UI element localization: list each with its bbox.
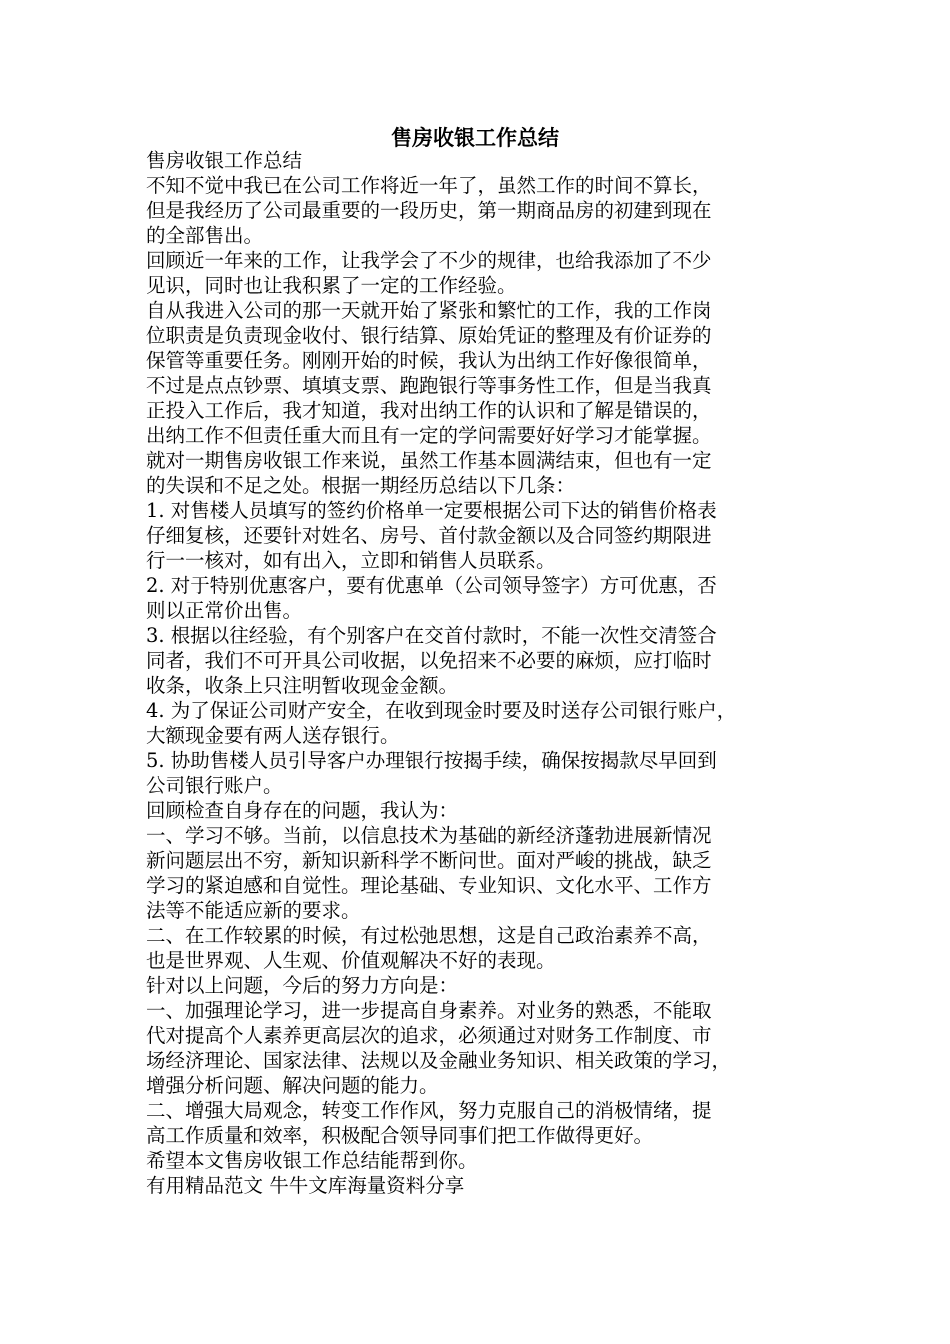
body-line: 4. 为了保证公司财产安全，在收到现金时要及时送存公司银行账户， [146, 699, 737, 722]
body-line: 的失误和不足之处。根据一期经历总结以下几条： [146, 474, 576, 497]
body-line: 则以正常价出售。 [146, 599, 303, 622]
body-line: 代对提高个人素养更高层次的追求，必须通过对财务工作制度、市 [146, 1024, 712, 1047]
body-line: 1. 对售楼人员填写的签约价格单一定要根据公司下达的销售价格表 [146, 499, 717, 522]
body-line: 新问题层出不穷，新知识新科学不断问世。面对严峻的挑战，缺乏 [146, 849, 712, 872]
body-line: 大额现金要有两人送存银行。 [146, 724, 400, 747]
body-line: 就对一期售房收银工作来说，虽然工作基本圆满结束，但也有一定 [146, 449, 712, 472]
body-line: 一、加强理论学习，进一步提高自身素养。对业务的熟悉，不能取 [146, 999, 712, 1022]
body-line: 自从我进入公司的那一天就开始了紧张和繁忙的工作，我的工作岗 [146, 299, 712, 322]
body-line: 5. 协助售楼人员引导客户办理银行按揭手续，确保按揭款尽早回到 [146, 749, 717, 772]
body-line: 2. 对于特别优惠客户，要有优惠单（公司领导签字）方可优惠，否 [146, 574, 717, 597]
body-line: 二、增强大局观念，转变工作作风，努力克服自己的消极情绪，提 [146, 1099, 712, 1122]
body-line: 的全部售出。 [146, 224, 264, 247]
body-line: 一、学习不够。当前，以信息技术为基础的新经济蓬勃进展新情况 [146, 824, 712, 847]
body-line: 场经济理论、国家法律、法规以及金融业务知识、相关政策的学习， [146, 1049, 732, 1072]
body-line: 不知不觉中我已在公司工作将近一年了，虽然工作的时间不算长， [146, 174, 712, 197]
body-line: 行一一核对，如有出入，立即和销售人员联系。 [146, 549, 556, 572]
body-line: 出纳工作不但责任重大而且有一定的学问需要好好学习才能掌握。 [146, 424, 712, 447]
body-line: 但是我经历了公司最重要的一段历史，第一期商品房的初建到现在 [146, 199, 712, 222]
body-line: 公司银行账户。 [146, 774, 283, 797]
body-line: 回顾近一年来的工作，让我学会了不少的规律，也给我添加了不少 [146, 249, 712, 272]
body-line: 学习的紧迫感和自觉性。理论基础、专业知识、文化水平、工作方 [146, 874, 712, 897]
body-line: 希望本文售房收银工作总结能帮到你。 [146, 1149, 478, 1172]
body-line: 回顾检查自身存在的问题，我认为： [146, 799, 459, 822]
body-line: 见识，同时也让我积累了一定的工作经验。 [146, 274, 517, 297]
body-line: 保管等重要任务。刚刚开始的时候，我认为出纳工作好像很简单， [146, 349, 712, 372]
body-line: 仔细复核，还要针对姓名、房号、首付款金额以及合同签约期限进 [146, 524, 712, 547]
body-line: 高工作质量和效率，积极配合领导同事们把工作做得更好。 [146, 1124, 654, 1147]
document-title: 售房收银工作总结 [391, 125, 559, 150]
body-line: 有用精品范文 牛牛文库海量资料分享 [146, 1174, 465, 1197]
body-line: 也是世界观、人生观、价值观解决不好的表现。 [146, 949, 556, 972]
body-line: 法等不能适应新的要求。 [146, 899, 361, 922]
body-line: 二、在工作较累的时候，有过松弛思想，这是自己政治素养不高， [146, 924, 712, 947]
body-line: 正投入工作后，我才知道，我对出纳工作的认识和了解是错误的， [146, 399, 712, 422]
body-line: 同者，我们不可开具公司收据，以免招来不必要的麻烦，应打临时 [146, 649, 712, 672]
document-body [146, 148, 811, 1198]
body-line: 针对以上问题，今后的努力方向是： [146, 974, 459, 997]
body-line: 售房收银工作总结 [146, 149, 303, 172]
body-line: 位职责是负责现金收付、银行结算、原始凭证的整理及有价证券的 [146, 324, 712, 347]
body-line: 3. 根据以往经验，有个别客户在交首付款时，不能一次性交清签合 [146, 624, 717, 647]
body-line: 增强分析问题、解决问题的能力。 [146, 1074, 439, 1097]
body-line: 不过是点点钞票、填填支票、跑跑银行等事务性工作，但是当我真 [146, 374, 712, 397]
body-line: 收条，收条上只注明暂收现金金额。 [146, 674, 459, 697]
